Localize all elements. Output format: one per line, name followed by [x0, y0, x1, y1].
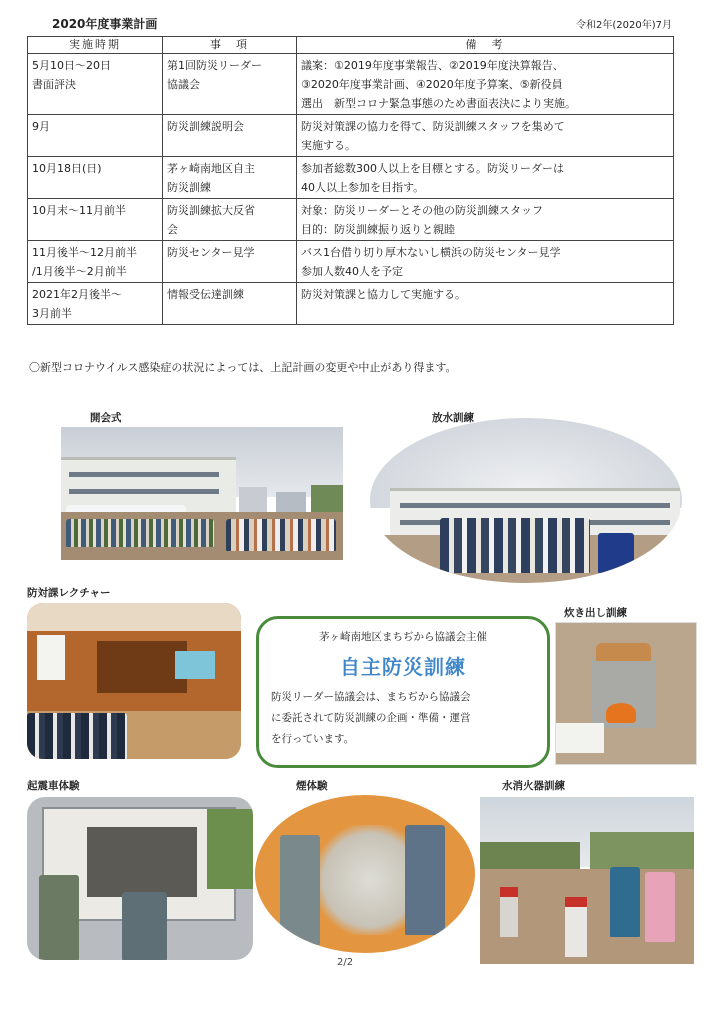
caption-extinguisher: 水消火器訓練 — [502, 780, 565, 792]
period-cell: 2021年2月後半～ 3月前半 — [28, 283, 163, 325]
lecture-photo — [27, 603, 241, 759]
page-number: 2/2 — [337, 957, 354, 968]
cooking-photo — [555, 622, 697, 765]
remarks-cell: 参加者総数300人以上を目標とする。防災リーダーは 40人以上参加を目指す。 — [297, 157, 674, 199]
table-row — [28, 115, 674, 157]
column-header-period: 実施時期 — [28, 37, 163, 54]
extinguisher-training-photo — [480, 797, 694, 964]
organizer-text: 茅ヶ崎南地区まちぢから協議会主催 — [319, 631, 487, 643]
opening-ceremony-photo — [61, 427, 343, 560]
item-cell: 防災訓練拡大反省 会 — [163, 199, 297, 241]
item-cell: 情報受伝達訓練 — [163, 283, 297, 325]
period-cell: 10月末～11月前半 — [28, 199, 163, 241]
item-cell: 第1回防災リーダー 協議会 — [163, 54, 297, 115]
remarks-cell: 防災対策課の協力を得て、防災訓練スタッフを集めて 実施する。 — [297, 115, 674, 157]
caption-smoke: 煙体験 — [296, 780, 328, 792]
period-cell: 10月18日(日) — [28, 157, 163, 199]
covid-note: 〇新型コロナウイルス感染症の状況によっては、上記計画の変更や中止があり得ます。 — [29, 361, 457, 374]
table-header-row — [28, 37, 674, 54]
remarks-cell: バス1台借り切り厚木ないし横浜の防災センター見学 参加人数40人を予定 — [297, 241, 674, 283]
earthquake-simulator-photo — [27, 797, 253, 960]
period-cell: 5月10日～20日 書面評決 — [28, 54, 163, 115]
remarks-cell: 防災対策課と協力して実施する。 — [297, 283, 674, 325]
item-cell: 茅ヶ崎南地区自主 防災訓練 — [163, 157, 297, 199]
training-info-box — [256, 616, 550, 768]
remarks-cell: 議案：①2019年度事業報告、②2019年度決算報告、 ③2020年度事業計画、④2020年度予算案、⑤新役員 選出 新型コロナ緊急事態のため書面表決により実施。 — [297, 54, 674, 115]
document-date: 令和2年(2020年)7月 — [576, 20, 672, 31]
smoke-experience-photo — [255, 795, 475, 953]
column-header-remarks: 備 考 — [297, 37, 674, 54]
table-row — [28, 157, 674, 199]
document-title: 2020年度事業計画 — [52, 17, 158, 31]
caption-cooking: 炊き出し訓練 — [564, 607, 627, 619]
item-cell: 防災センター見学 — [163, 241, 297, 283]
table-row — [28, 199, 674, 241]
table-row — [28, 54, 674, 115]
column-header-item: 事 項 — [163, 37, 297, 54]
table-row — [28, 241, 674, 283]
period-cell: 11月後半～12月前半 /1月後半～2月前半 — [28, 241, 163, 283]
period-cell: 9月 — [28, 115, 163, 157]
training-title: 自主防災訓練 — [340, 655, 466, 679]
caption-opening: 開会式 — [90, 412, 122, 424]
table-row — [28, 283, 674, 325]
caption-lecture: 防対課レクチャー — [27, 587, 111, 599]
training-description: 防災リーダー協議会は、まちぢから協議会 に委託されて防災訓練の企画・準備・運営 を行っています。 — [271, 691, 471, 745]
water-training-photo — [370, 418, 682, 583]
item-cell: 防災訓練説明会 — [163, 115, 297, 157]
plan-table — [27, 36, 674, 325]
caption-quake: 起震車体験 — [27, 780, 80, 792]
remarks-cell: 対象：防災リーダーとその他の防災訓練スタッフ 目的：防災訓練振り返りと親睦 — [297, 199, 674, 241]
